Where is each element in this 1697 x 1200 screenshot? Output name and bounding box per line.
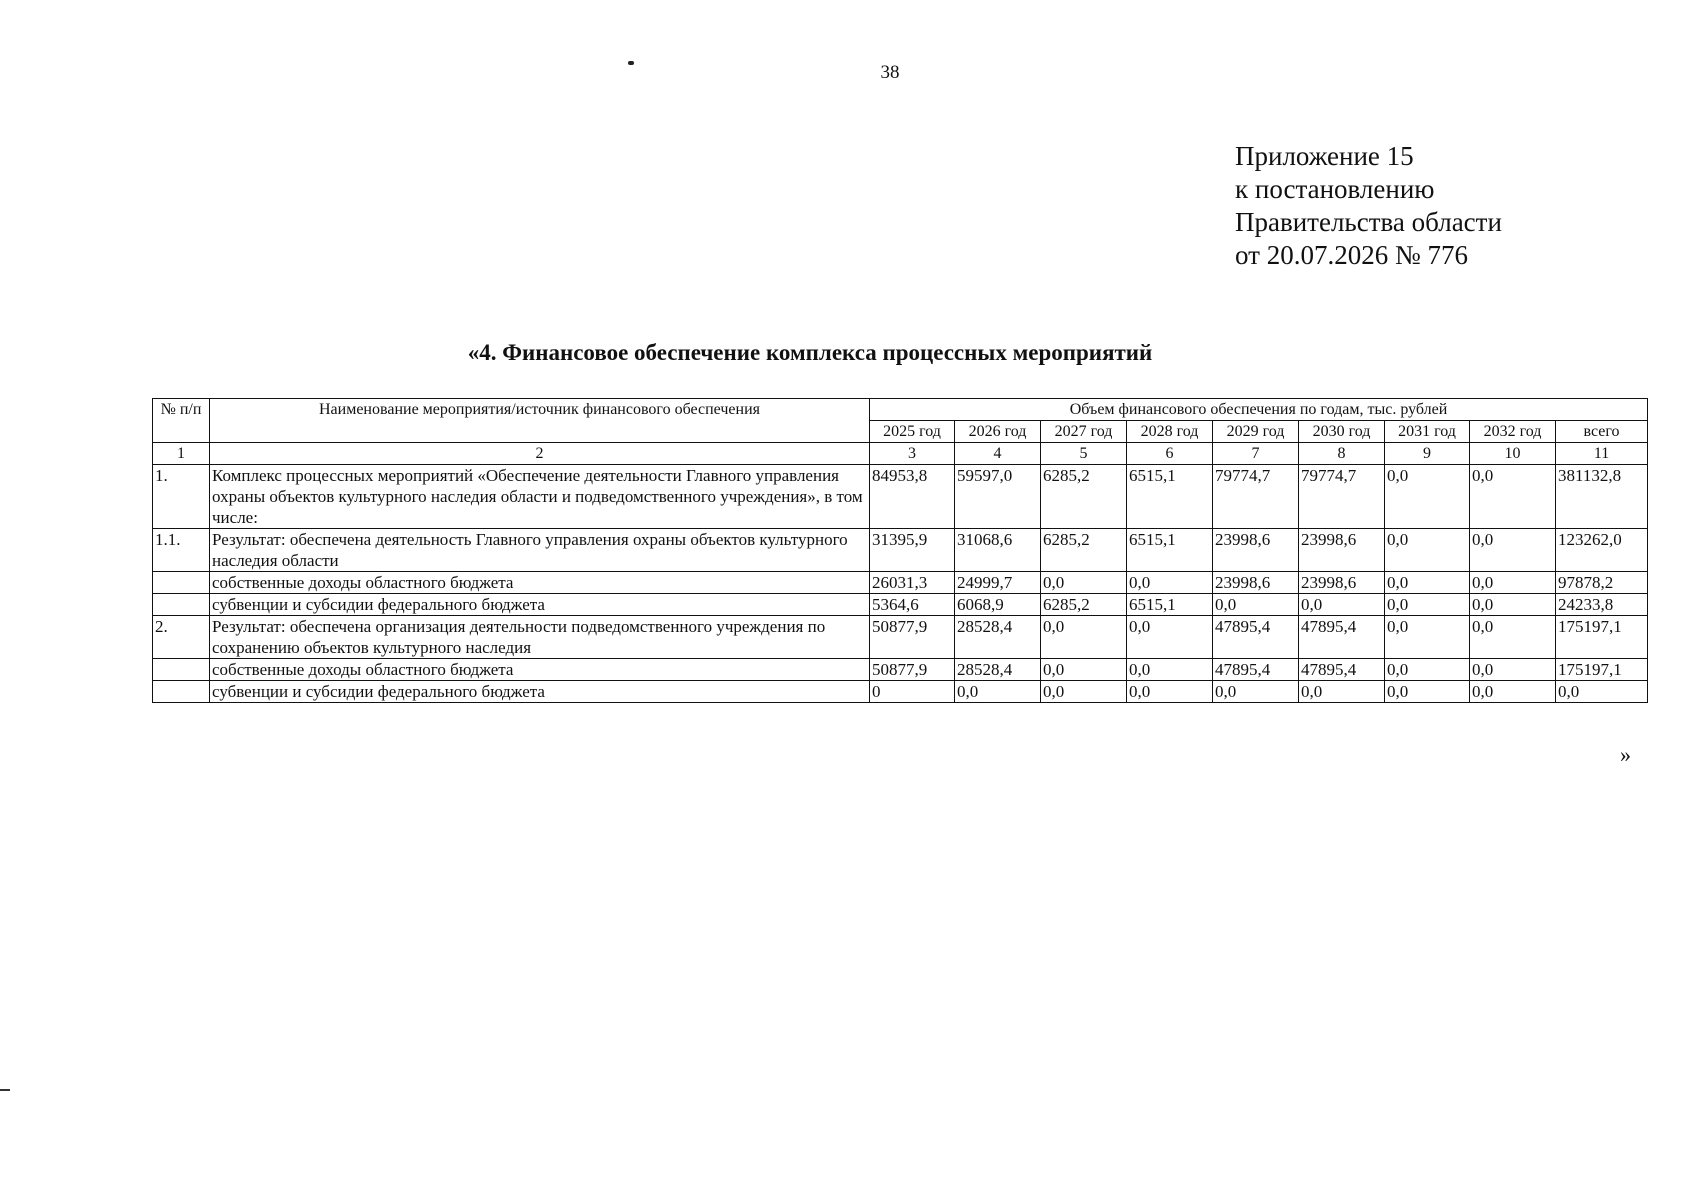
row-value-cell: 23998,6 [1213,529,1299,572]
row-name: собственные доходы областного бюджета [210,659,870,681]
row-value-cell: 23998,6 [1299,529,1385,572]
row-value-cell: 47895,4 [1213,616,1299,659]
appendix-block [1235,140,1502,272]
row-value-cell: 0,0 [955,681,1041,703]
appendix-line-4: от 20.07.2026 № 776 [1235,240,1468,270]
row-number: 1. [153,465,210,529]
row-value-cell: 97878,2 [1556,572,1648,594]
row-number [153,659,210,681]
table-header-row [153,399,1648,421]
column-number-9: 10 [1470,443,1556,465]
table-row [153,681,1648,703]
column-number-3: 4 [955,443,1041,465]
row-value-cell: 0,0 [1556,681,1648,703]
column-number-5: 6 [1127,443,1213,465]
row-value-cell: 6285,2 [1041,529,1127,572]
row-value-cell: 0 [870,681,955,703]
row-value-cell: 47895,4 [1299,616,1385,659]
row-value-cell: 5364,6 [870,594,955,616]
row-value-cell: 24233,8 [1556,594,1648,616]
row-value-cell: 47895,4 [1213,659,1299,681]
row-value-cell: 0,0 [1385,659,1470,681]
row-value-cell: 0,0 [1385,465,1470,529]
appendix-line-1: Приложение 15 [1235,141,1414,171]
row-name: Результат: обеспечена деятельность Главного управления охраны объектов культурного наследия области [210,529,870,572]
row-value-cell: 0,0 [1041,681,1127,703]
row-value-cell: 0,0 [1470,572,1556,594]
row-number [153,681,210,703]
header-year-1: 2026 год [955,421,1041,443]
row-value-cell: 0,0 [1299,681,1385,703]
page-number: 38 [880,62,900,83]
header-volume: Объем финансового обеспечения по годам, тыс. рублей [870,399,1648,421]
header-year-4: 2029 год [1213,421,1299,443]
header-year-2: 2027 год [1041,421,1127,443]
row-value-cell: 31068,6 [955,529,1041,572]
column-number-7: 8 [1299,443,1385,465]
table-row [153,594,1648,616]
header-year-8: всего [1556,421,1648,443]
row-value-cell: 50877,9 [870,616,955,659]
margin-mark [0,1089,10,1091]
table-row [153,616,1648,659]
row-name: субвенции и субсидии федерального бюджета [210,681,870,703]
row-name: субвенции и субсидии федерального бюджета [210,594,870,616]
row-value-cell: 0,0 [1127,572,1213,594]
row-value-cell: 0,0 [1127,659,1213,681]
row-value-cell: 31395,9 [870,529,955,572]
row-value-cell: 0,0 [1470,616,1556,659]
row-name: Комплекс процессных мероприятий «Обеспечение деятельности Главного управления охраны объектов культурного наследия области и подведомственного учреждения», в том числе: [210,465,870,529]
column-number-6: 7 [1213,443,1299,465]
closing-quote: » [1620,742,1631,767]
row-value-cell: 6515,1 [1127,529,1213,572]
column-number-8: 9 [1385,443,1470,465]
row-value-cell: 6515,1 [1127,594,1213,616]
row-number [153,572,210,594]
section-title: «4. Финансовое обеспечение комплекса процессных мероприятий [467,340,1153,365]
row-value-cell: 50877,9 [870,659,955,681]
row-value-cell: 0,0 [1127,616,1213,659]
row-value-cell: 0,0 [1470,659,1556,681]
appendix-line-2: к постановлению [1235,174,1435,204]
row-value-cell: 0,0 [1127,681,1213,703]
row-value-cell: 123262,0 [1556,529,1648,572]
row-value-cell: 28528,4 [955,659,1041,681]
row-value-cell: 0,0 [1213,594,1299,616]
row-value-cell: 0,0 [1299,594,1385,616]
column-number-10: 11 [1556,443,1648,465]
row-value-cell: 0,0 [1470,681,1556,703]
financing-table [152,398,1648,703]
header-year-6: 2031 год [1385,421,1470,443]
row-value-cell: 0,0 [1470,529,1556,572]
header-year-0: 2025 год [870,421,955,443]
row-value-cell: 0,0 [1470,465,1556,529]
column-number-2: 3 [870,443,955,465]
row-value-cell: 6285,2 [1041,465,1127,529]
row-value-cell: 381132,8 [1556,465,1648,529]
header-name: Наименование мероприятия/источник финансового обеспечения [210,399,870,443]
scan-speck [628,61,634,65]
row-value-cell: 0,0 [1385,572,1470,594]
row-value-cell: 0,0 [1041,572,1127,594]
row-value-cell: 0,0 [1385,681,1470,703]
row-name: собственные доходы областного бюджета [210,572,870,594]
row-value-cell: 26031,3 [870,572,955,594]
column-number-1: 2 [210,443,870,465]
row-value-cell: 79774,7 [1299,465,1385,529]
row-value-cell: 84953,8 [870,465,955,529]
row-value-cell: 47895,4 [1299,659,1385,681]
table-row [153,659,1648,681]
row-number: 1.1. [153,529,210,572]
table-row [153,465,1648,529]
table-row [153,529,1648,572]
row-value-cell: 23998,6 [1213,572,1299,594]
row-value-cell: 175197,1 [1556,616,1648,659]
header-year-7: 2032 год [1470,421,1556,443]
column-number-4: 5 [1041,443,1127,465]
row-value-cell: 0,0 [1385,594,1470,616]
row-value-cell: 0,0 [1470,594,1556,616]
header-num: № п/п [153,399,210,443]
header-year-5: 2030 год [1299,421,1385,443]
row-number [153,594,210,616]
row-value-cell: 23998,6 [1299,572,1385,594]
row-value-cell: 0,0 [1041,616,1127,659]
row-value-cell: 59597,0 [955,465,1041,529]
row-value-cell: 79774,7 [1213,465,1299,529]
row-value-cell: 6285,2 [1041,594,1127,616]
row-value-cell: 28528,4 [955,616,1041,659]
table-col-numbers-row [153,443,1648,465]
row-value-cell: 0,0 [1213,681,1299,703]
header-year-3: 2028 год [1127,421,1213,443]
row-value-cell: 0,0 [1041,659,1127,681]
table-row [153,572,1648,594]
column-number-0: 1 [153,443,210,465]
row-value-cell: 6515,1 [1127,465,1213,529]
row-value-cell: 0,0 [1385,616,1470,659]
row-value-cell: 24999,7 [955,572,1041,594]
row-value-cell: 6068,9 [955,594,1041,616]
row-number: 2. [153,616,210,659]
appendix-line-3: Правительства области [1235,207,1502,237]
row-name: Результат: обеспечена организация деятельности подведомственного учреждения по сохранению объектов культурного наследия [210,616,870,659]
row-value-cell: 0,0 [1385,529,1470,572]
row-value-cell: 175197,1 [1556,659,1648,681]
